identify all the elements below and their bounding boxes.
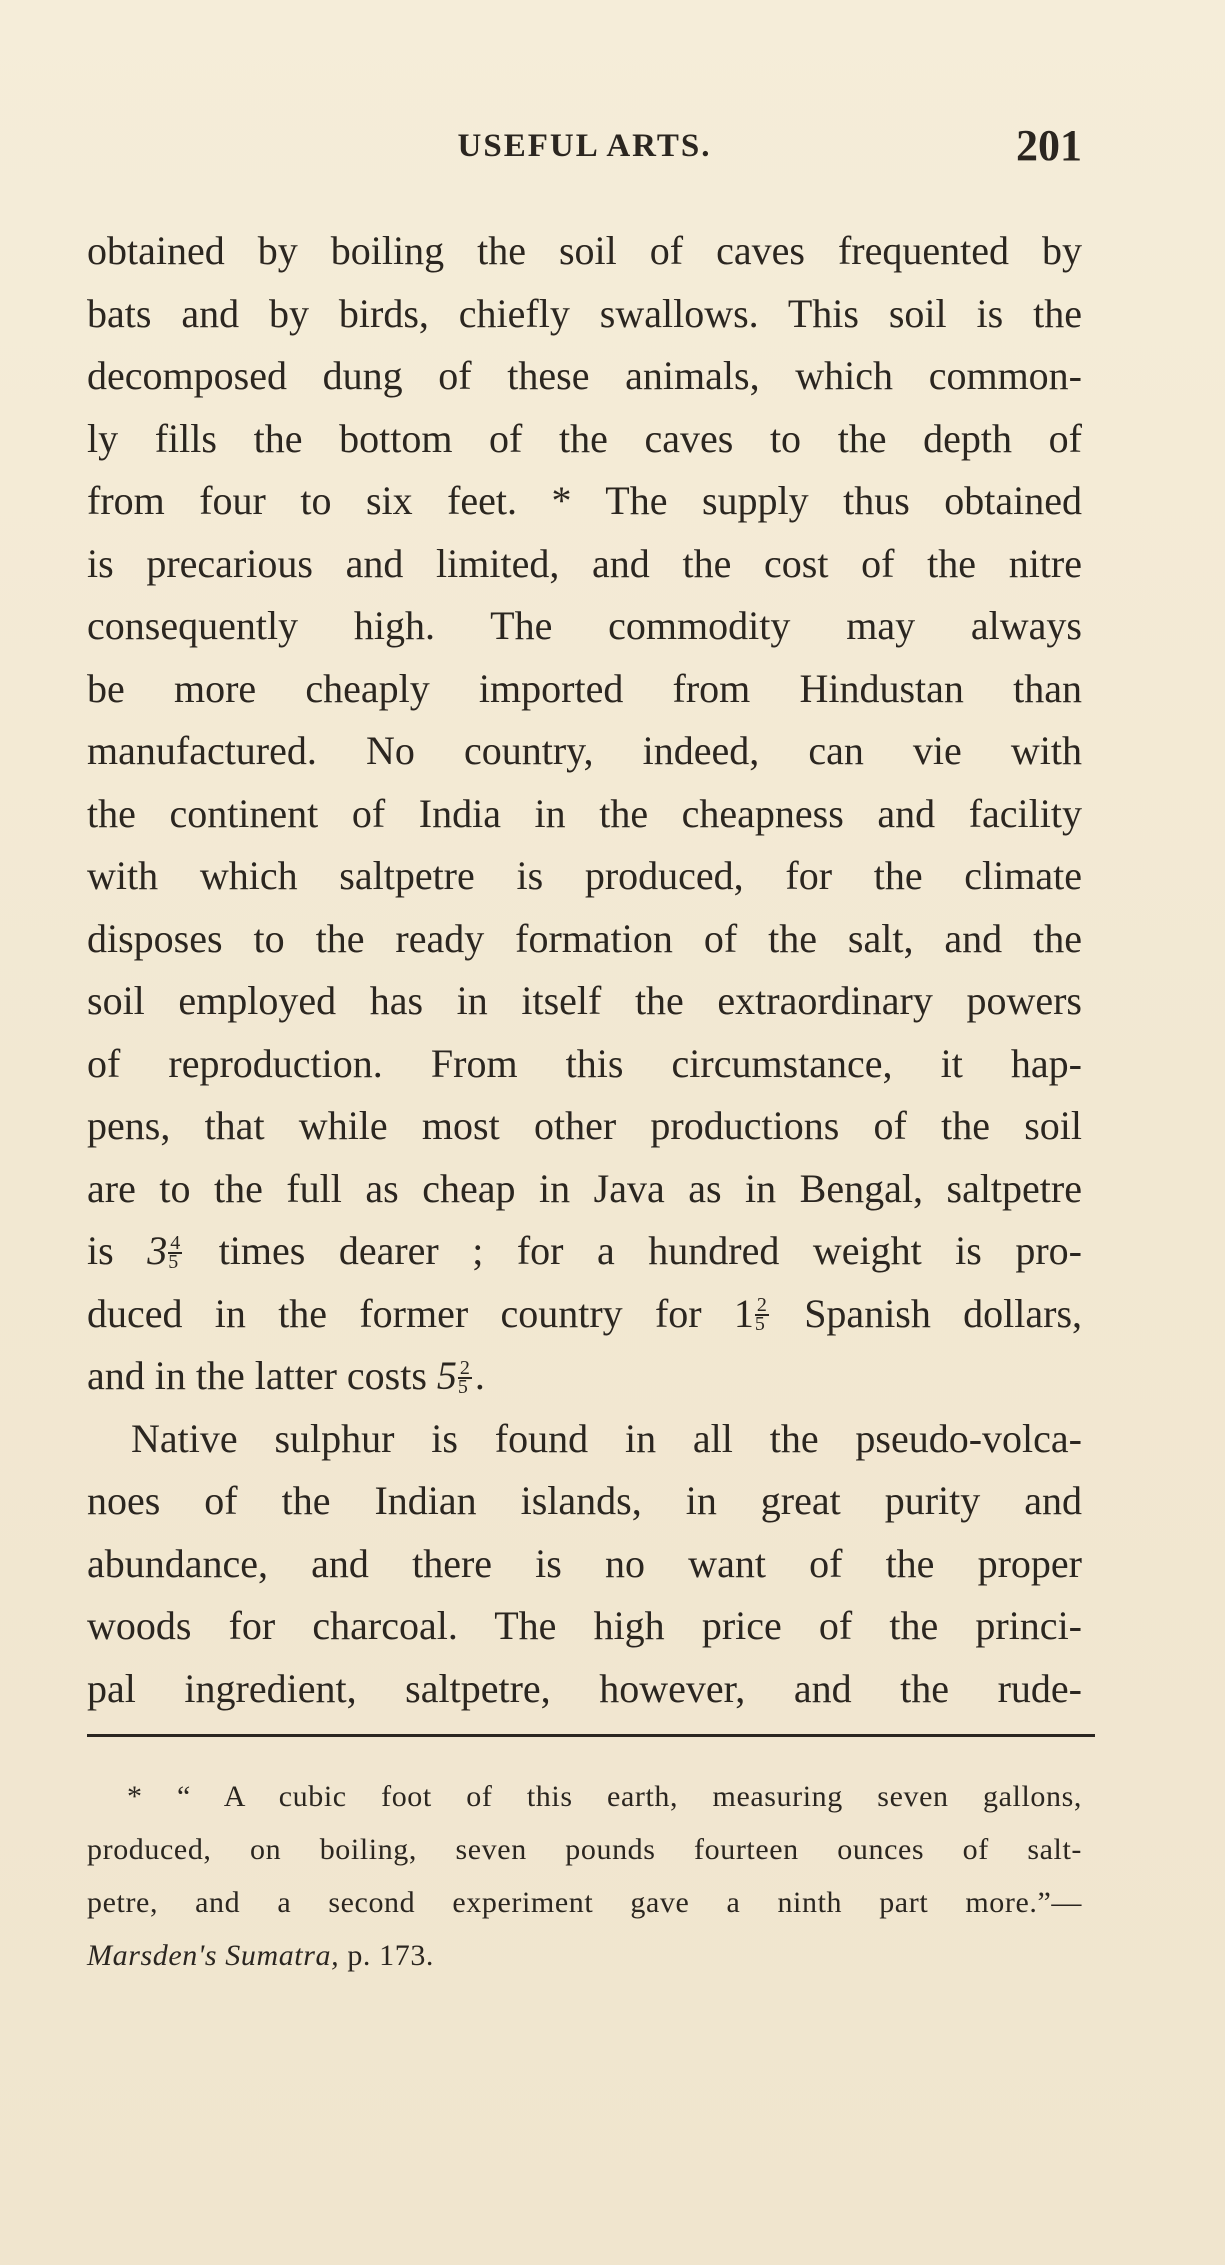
text-line: manufactured. No country, indeed, can vie with xyxy=(87,728,1082,773)
footnote-line: petre, and a second experiment gave a ninth part more.”— xyxy=(87,1886,1082,1919)
text-line: is precarious and limited, and the cost of the nitre xyxy=(87,540,1082,586)
text-line-with-fraction xyxy=(87,1220,1082,1283)
fraction xyxy=(168,1231,182,1273)
footnote-source xyxy=(87,1929,1082,1982)
footnote xyxy=(87,1770,1082,1982)
text-line: woods for charcoal. The high price of the princi- xyxy=(87,1603,1082,1648)
fraction-numerator: 2 xyxy=(459,1356,470,1379)
page-number: 201 xyxy=(1016,121,1082,170)
footnote-source-page: p. 173. xyxy=(339,1939,435,1972)
text-line: abundance, and there is no want of the proper xyxy=(87,1540,1082,1586)
text-line: are to the full as cheap in Java as in Bengal, saltpetre xyxy=(87,1165,1082,1211)
text-line: from four to six feet. * The supply thus obtained xyxy=(87,478,1082,523)
text-line: disposes to the ready formation of the salt, and the xyxy=(87,915,1082,961)
text-line: ly fills the bottom of the caves to the depth of xyxy=(87,415,1082,461)
text-fragment: and in the latter costs xyxy=(87,1353,427,1398)
text-line: with which saltpetre is produced, for the climate xyxy=(87,853,1082,898)
text-fragment: Spanish dollars, xyxy=(804,1290,1083,1336)
text-fragment: times dearer ; for a hundred weight is pro- xyxy=(218,1228,1082,1273)
text-line-with-fraction xyxy=(87,1283,1082,1346)
fraction-numerator: 4 xyxy=(170,1231,181,1254)
text-fragment: duced in the former country for xyxy=(87,1290,702,1336)
footnote-source-title: Marsden's Sumatra, xyxy=(87,1939,340,1972)
text-line: the continent of India in the cheapness and facility xyxy=(87,790,1082,836)
fraction-whole: 1 xyxy=(733,1290,754,1336)
running-head xyxy=(87,116,1082,176)
fraction xyxy=(754,1294,769,1336)
fraction-denominator: 5 xyxy=(754,1313,765,1336)
fraction-numerator: 2 xyxy=(756,1294,767,1317)
fraction-denominator: 5 xyxy=(457,1375,468,1398)
body-text xyxy=(87,220,1082,1720)
text-line: Native sulphur is found in all the pseudo-volca- xyxy=(131,1415,1082,1461)
fraction xyxy=(457,1356,472,1398)
text-fragment: . xyxy=(474,1353,485,1398)
fraction-denominator: 5 xyxy=(168,1250,179,1273)
text-line: bats and by birds, chiefly swallows. This soil is the xyxy=(87,290,1082,336)
text-line: pens, that while most other productions of the soil xyxy=(87,1103,1082,1148)
fraction-whole: 3 xyxy=(147,1228,168,1273)
text-fragment: is xyxy=(87,1228,114,1273)
footnote-line: produced, on boiling, seven pounds fourteen ounces of salt- xyxy=(87,1833,1082,1866)
text-line: decomposed dung of these animals, which common- xyxy=(87,353,1082,398)
text-line: be more cheaply imported from Hindustan than xyxy=(87,665,1082,711)
fraction-whole: 5 xyxy=(436,1353,457,1398)
text-line: of reproduction. From this circumstance, it hap- xyxy=(87,1040,1082,1086)
footnote-rule xyxy=(87,1734,1095,1737)
footnote-line: * “ A cubic foot of this earth, measuring seven gallons, xyxy=(127,1780,1082,1813)
text-line: soil employed has in itself the extraordinary powers xyxy=(87,978,1082,1023)
text-line: pal ingredient, saltpetre, however, and the rude- xyxy=(87,1665,1082,1711)
running-title: USEFUL ARTS. xyxy=(457,128,712,164)
text-line: consequently high. The commodity may always xyxy=(87,603,1082,648)
text-line-with-fraction xyxy=(87,1345,1082,1408)
text-line: obtained by boiling the soil of caves frequented by xyxy=(87,228,1082,273)
text-line: noes of the Indian islands, in great purity and xyxy=(87,1478,1082,1523)
